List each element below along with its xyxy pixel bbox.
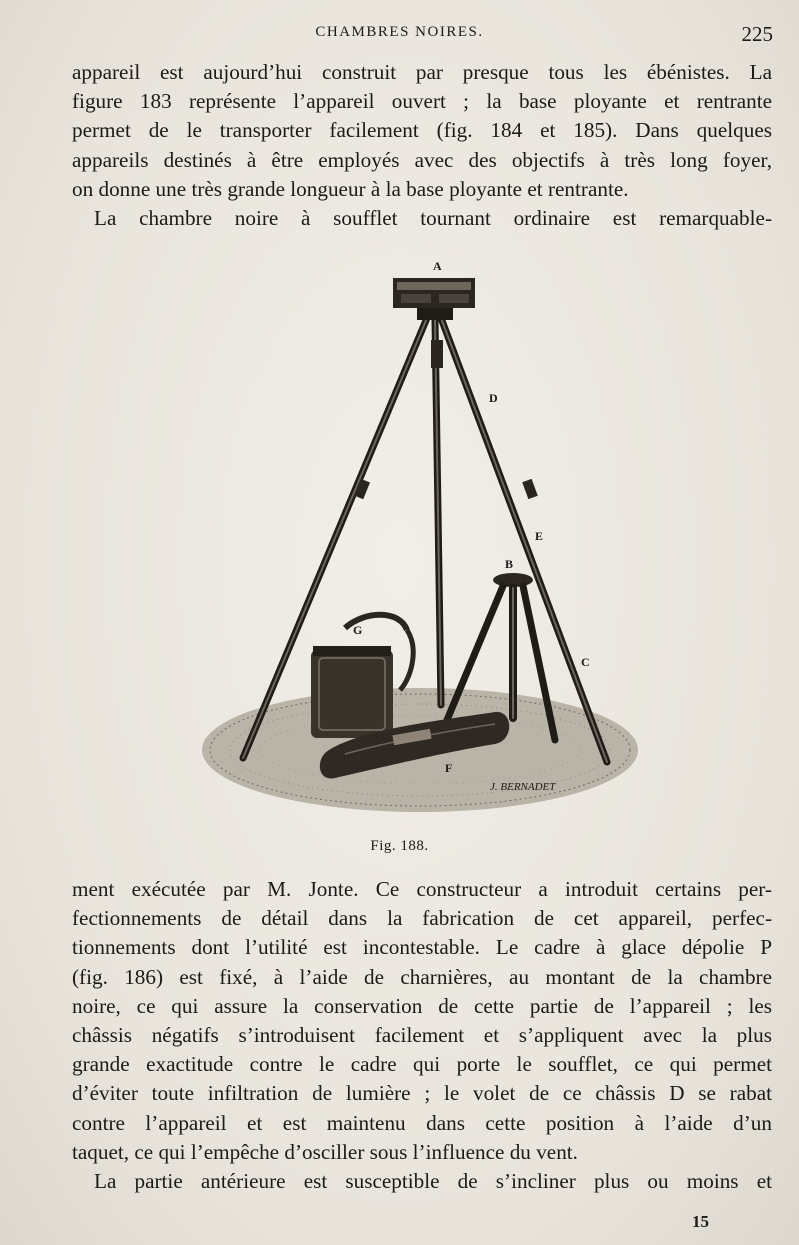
text-line: permet de le transporter facilement (fig. 184 et 185). Dans quelques [72, 118, 772, 143]
text-line: La chambre noire à soufflet tournant ordinaire est remarquable- [94, 205, 772, 230]
text-line: d’éviter toute infiltration de lumière ; le volet de ce châssis D se rabat [72, 1081, 772, 1106]
signature-mark: 15 [692, 1212, 709, 1231]
text-line: (fig. 186) est fixé, à l’aide de charnières, au montant de la chambre [72, 964, 772, 989]
running-head [0, 22, 799, 46]
text-line: fectionnements de détail dans la fabrication de cet appareil, perfec- [72, 906, 772, 931]
engraver-signature: J. BERNADET [490, 781, 556, 793]
text-line: figure 183 représente l’appareil ouvert ; la base ployante et rentrante [72, 89, 772, 114]
text-line: châssis négatifs s’introduisent facilement et s’appliquent avec la plus [72, 1022, 772, 1047]
text-line: ment exécutée par M. Jonte. Ce constructeur a introduit certains per- [72, 877, 772, 901]
label-e: E [535, 529, 544, 543]
label-g: G [353, 623, 363, 637]
text-line: noire, ce qui assure la conservation de cette partie de l’appareil ; les [72, 993, 772, 1018]
label-c: C [581, 655, 590, 669]
running-title: CHAMBRES NOIRES. [315, 24, 484, 40]
text-line: on donne une très grande longueur à la base ployante et rentrante. [72, 176, 629, 201]
bottom-paragraph [72, 875, 772, 1196]
text-line: taquet, ce qui l’empêche d’osciller sous l’influence du vent. [72, 1139, 578, 1164]
camera-head [393, 278, 475, 320]
text-line: grande exactitude contre le cadre qui porte le soufflet, ce qui permet [72, 1052, 772, 1077]
label-f: F [445, 761, 453, 775]
text-line: La partie antérieure est susceptible de s’incliner plus ou moins et [94, 1168, 772, 1193]
text-line: contre l’appareil et est maintenu dans cette position à l’aide d’un [72, 1110, 772, 1135]
figure-engraving [195, 250, 655, 830]
text-line: tionnements dont l’utilité est incontestable. Le cadre à glace dépolie P [72, 935, 772, 960]
text-line: appareil est aujourd’hui construit par presque tous les ébénistes. La [72, 60, 772, 84]
label-d: D [489, 391, 498, 405]
figure-caption: Fig. 188. [370, 838, 429, 854]
top-paragraph [72, 58, 772, 233]
label-a: A [433, 259, 442, 273]
text-line: appareils destinés à être employés avec des objectifs à très long foyer, [72, 147, 772, 172]
label-b: B [505, 557, 514, 571]
page-number: 225 [741, 22, 773, 46]
